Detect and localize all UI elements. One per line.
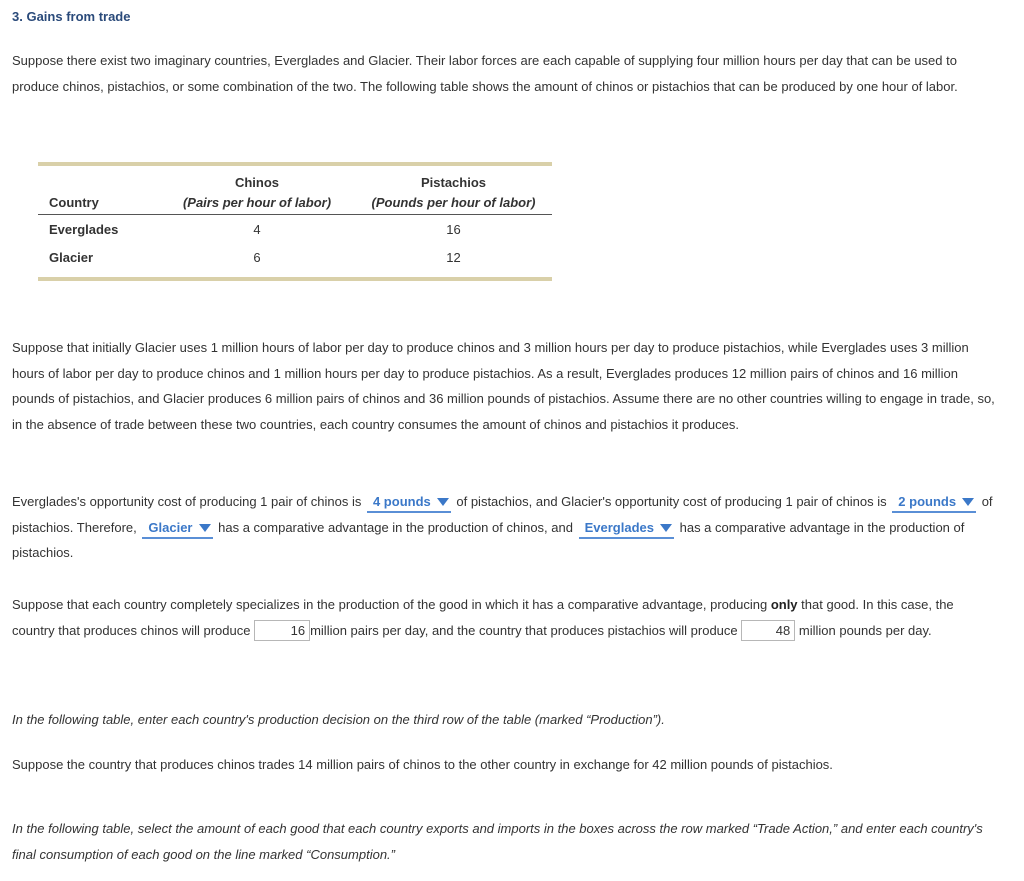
instruction-trade: In the following table, select the amount of each good that each country exports and imports in the boxes across the row marked “Trade Action,” and enter each country's final consumption of each good on the line marked “Consumption.” (12, 821, 983, 862)
specialization-paragraph: Suppose that each country completely specializes in the production of the good in which it has a comparative advantage, producing only that good. In this case, the country that produces chinos will produce 16 million pairs per day, and the country that produces pistachios will produce 48 million pounds per day. (12, 592, 997, 643)
table-row (38, 215, 552, 244)
header-chinos: Chinos (234, 175, 280, 190)
chinos-production-input[interactable]: 16 (254, 620, 310, 641)
intro-paragraph: Suppose there exist two imaginary countries, Everglades and Glacier. Their labor forces are each capable of supplying four million hours per day that can be used to produce chinos, pistachios, or some combination of the two. The following table shows the amount of chinos or pistachios that can be produced by one hour of labor. (12, 53, 958, 94)
row-country: Glacier (49, 249, 94, 265)
opportunity-cost-paragraph: Everglades's opportunity cost of producing 1 pair of chinos is 4 pounds of pistachios, and Glacier's opportunity cost of producing 1 pair of chinos is 2 pounds of pistachios. Therefore, Glacier has a comparative advantage in the production of chinos, and Everglades has a comparative advantage in the production of pistachios. (12, 494, 993, 561)
row-pistachios-value: 12 (446, 249, 461, 265)
pistachios-production-input[interactable]: 48 (741, 620, 795, 641)
scenario-paragraph: Suppose that initially Glacier uses 1 million hours of labor per day to produce chinos and 3 million hours per day to produce pistachios, while Everglades uses 3 million hours of labor per day to produce chinos and 1 million hours per day to produce pistachios. As a result, Everglades produces 12 million pairs of chinos and 16 million pounds of pistachios, and Glacier produces 6 million pairs of chinos and 36 million pounds of pistachios. Assume there are no other countries willing to engage in trade, so, in the absence of trade between these two countries, each country consumes the amount of chinos and pistachios it produces. (12, 340, 995, 432)
section-title: 3. Gains from trade (12, 9, 131, 24)
row-chinos-value: 6 (253, 249, 261, 265)
instruction-production: In the following table, enter each country's production decision on the third row of the table (marked “Production”). (12, 712, 665, 727)
glacier-opportunity-cost-dropdown[interactable]: 2 pounds (892, 493, 976, 513)
trade-paragraph: Suppose the country that produces chinos trades 14 million pairs of chinos to the other country in exchange for 42 million pounds of pistachios. (12, 757, 833, 772)
chevron-down-icon (962, 498, 974, 506)
header-chinos-unit: (Pairs per hour of labor) (159, 190, 355, 215)
labor-productivity-table (38, 162, 552, 281)
table-bottom-rule (38, 277, 552, 281)
header-pistachios: Pistachios (420, 175, 487, 190)
chevron-down-icon (660, 524, 672, 532)
pistachios-advantage-dropdown[interactable]: Everglades (579, 519, 674, 539)
header-pistachios-unit: (Pounds per hour of labor) (355, 190, 552, 215)
chevron-down-icon (437, 498, 449, 506)
header-country: Country (38, 190, 159, 215)
row-chinos-value: 4 (253, 221, 261, 237)
everglades-opportunity-cost-dropdown[interactable]: 4 pounds (367, 493, 451, 513)
chinos-advantage-dropdown[interactable]: Glacier (142, 519, 212, 539)
row-pistachios-value: 16 (446, 221, 461, 237)
chevron-down-icon (199, 524, 211, 532)
row-country: Everglades (49, 221, 119, 237)
table-row (38, 243, 552, 277)
